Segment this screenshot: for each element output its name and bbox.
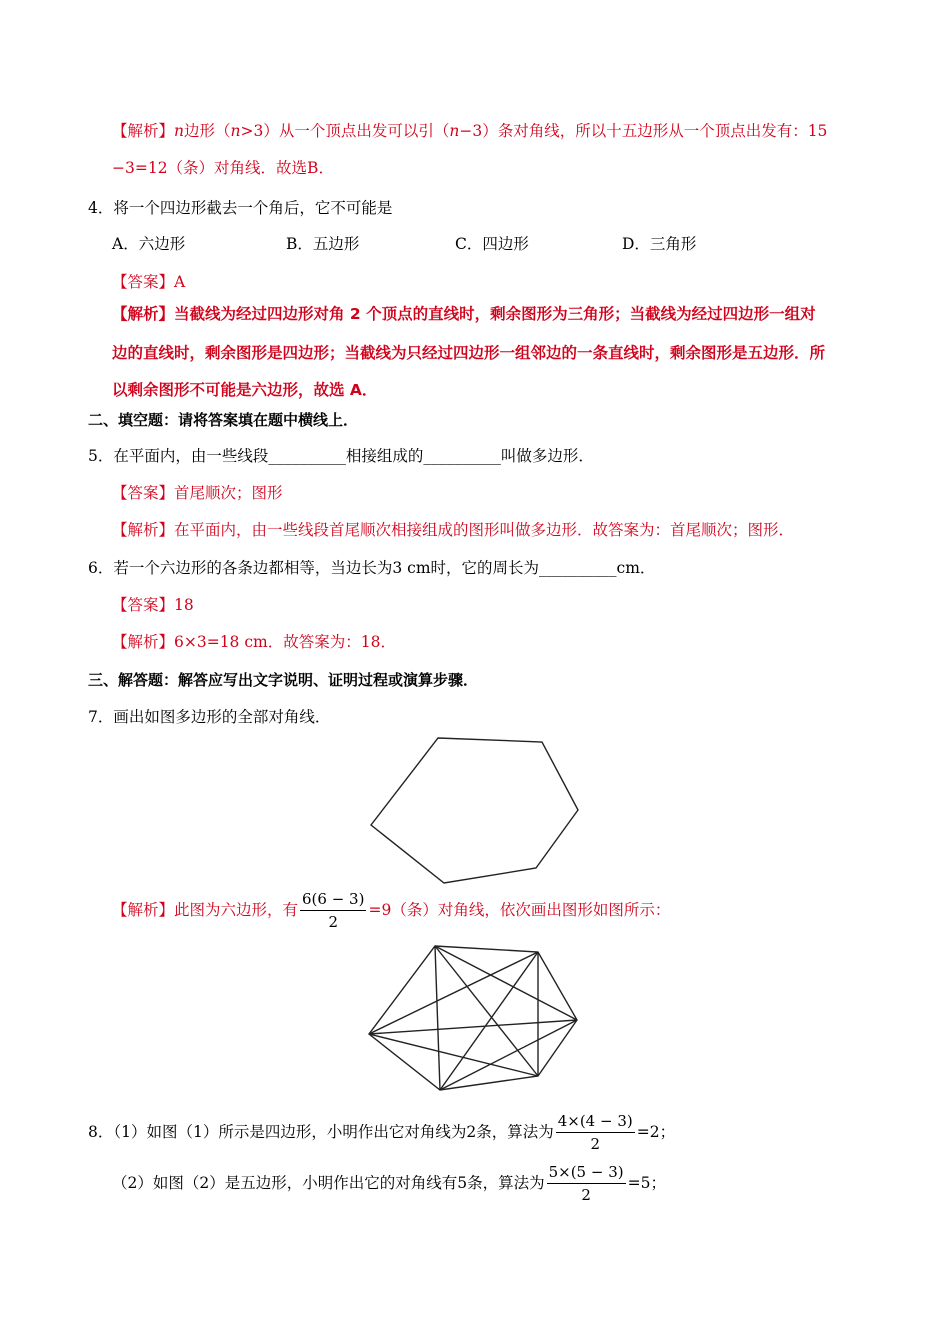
diagonal [440, 952, 538, 1090]
diagonal [435, 946, 440, 1090]
text: 边形（ [184, 122, 231, 140]
q5-stem: 5．在平面内，由一些线段__________相接组成的__________叫做多边形． [88, 447, 594, 465]
text: =2； [636, 1123, 676, 1141]
q6-analysis: 【解析】6×3=18 cm．故答案为：18． [112, 633, 396, 651]
var-n: n [174, 122, 184, 140]
q4-option-b: B．五边形 [286, 235, 360, 253]
diagonal [369, 952, 538, 1034]
q4-answer: 【答案】A [112, 273, 186, 291]
hexagon-diagonals-figure [360, 940, 590, 1095]
q4-analysis-line2: 边的直线时，剩余图形是四边形；当截线为只经过四边形一组邻边的一条直线时，剩余图形是五边形．所 [112, 344, 826, 362]
fraction-denominator: 2 [590, 1134, 600, 1153]
q4-option-c: C．四边形 [455, 235, 529, 253]
fraction-6 [300, 889, 366, 932]
q5-answer: 【答案】首尾顺次；图形 [112, 484, 283, 502]
text: （2）如图（2）是五边形，小明作出它的对角线有5条，算法为 [112, 1174, 545, 1192]
q7-stem: 7．画出如图多边形的全部对角线． [88, 708, 331, 726]
text: =5； [627, 1174, 666, 1192]
q5-analysis: 【解析】在平面内，由一些线段首尾顺次相接组成的图形叫做多边形．故答案为：首尾顺次；图形． [112, 521, 795, 539]
var-n: n [230, 122, 241, 140]
fraction-4 [556, 1111, 635, 1154]
fraction-denominator: 2 [328, 912, 339, 931]
text: 8．（1）如图（1）所示是四边形，小明作出它对角线为2条，算法为 [88, 1123, 554, 1141]
var-n: n [449, 122, 460, 140]
fraction-5 [547, 1162, 626, 1205]
q8-part2 [112, 1161, 666, 1205]
fraction-numerator: 4×(4 − 3) [556, 1111, 635, 1133]
q3-analysis-line2: −3=12（条）对角线．故选B． [112, 159, 334, 177]
analysis-text: 【解析】此图为六边形，有 [112, 901, 299, 919]
q4-stem: 4．将一个四边形截去一个角后，它不可能是 [88, 199, 393, 217]
section-2-heading: 二、填空题：请将答案填在题中横线上． [88, 411, 359, 429]
analysis-label: 【解析】 [112, 122, 175, 140]
q6-stem: 6．若一个六边形的各条边都相等，当边长为3 cm时，它的周长为__________cm． [88, 559, 656, 577]
diagonal [435, 946, 538, 1076]
fraction-numerator: 6(6 − 3) [300, 889, 366, 911]
q7-analysis [112, 888, 670, 932]
hexagon-figure [360, 730, 590, 890]
hexagon-outline [369, 946, 577, 1090]
diagonal [369, 1034, 538, 1076]
q6-answer: 【答案】18 [112, 596, 194, 614]
q3-analysis-line1 [112, 120, 827, 142]
fraction-denominator: 2 [581, 1185, 591, 1204]
section-3-heading: 三、解答题：解答应写出文字说明、证明过程或演算步骤． [88, 671, 479, 689]
q4-analysis-line3: 以剩余图形不可能是六边形，故选 A． [112, 381, 378, 399]
diagonal [440, 1020, 577, 1090]
analysis-text: =9（条）对角线，依次画出图形如图所示： [368, 901, 671, 919]
diagonal [369, 1020, 577, 1034]
hexagon-outline [371, 738, 578, 883]
text: >3）从一个顶点出发可以引（ [240, 122, 450, 140]
fraction-numerator: 5×(5 − 3) [547, 1162, 626, 1184]
q8-part1 [88, 1110, 675, 1154]
q4-option-d: D．三角形 [622, 235, 697, 253]
text: −3）条对角线，所以十五边形从一个顶点出发有：15 [459, 122, 828, 140]
q4-option-a: A．六边形 [112, 235, 186, 253]
q4-analysis-line1: 【解析】当截线为经过四边形对角 2 个顶点的直线时，剩余图形为三角形；当截线为经过四边形一组对 [112, 305, 816, 323]
